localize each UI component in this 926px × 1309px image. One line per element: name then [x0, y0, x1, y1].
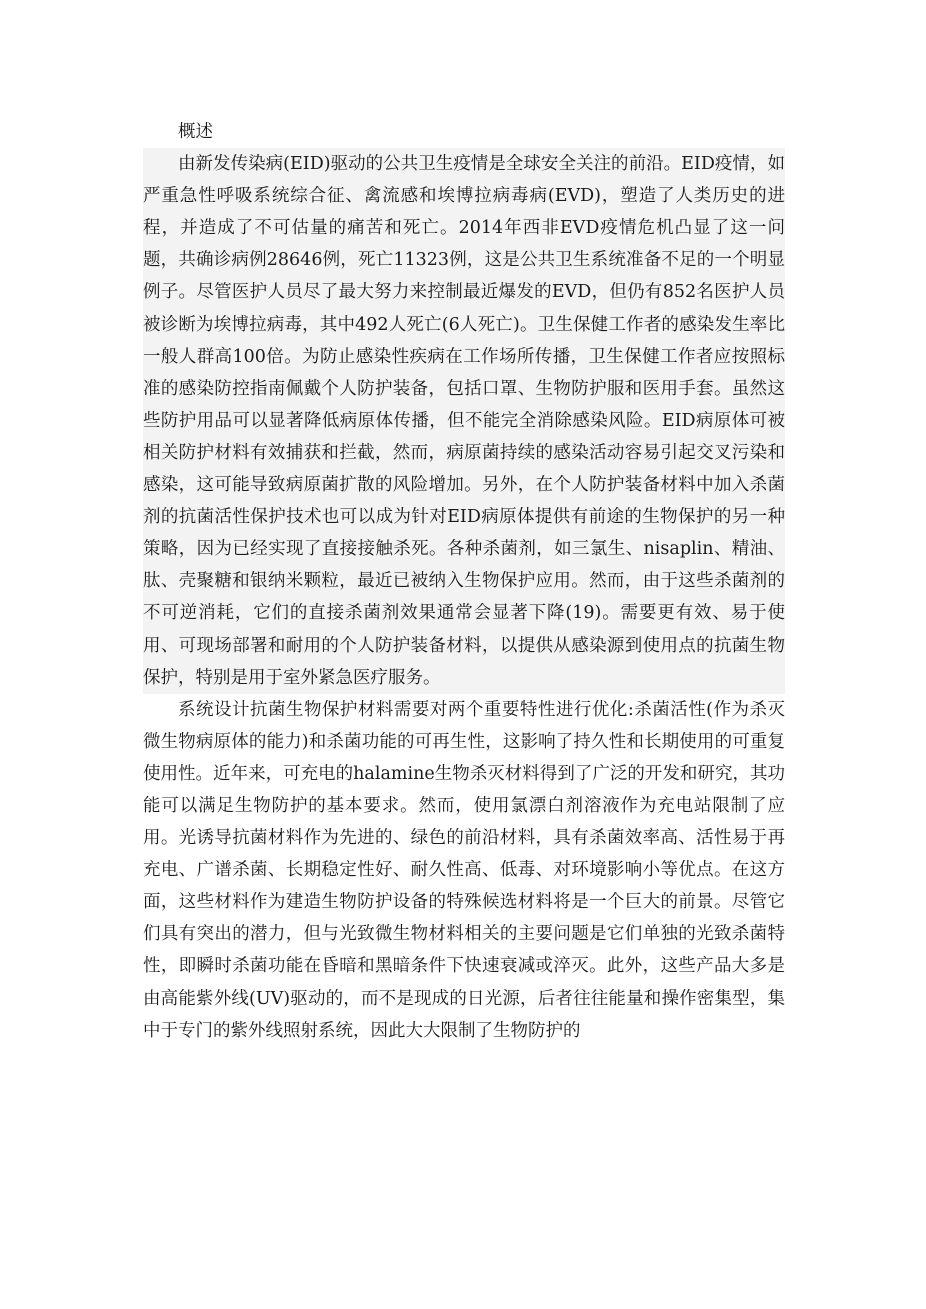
paragraph-overview: 由新发传染病(EID)驱动的公共卫生疫情是全球安全关注的前沿。EID疫情，如严重急性呼吸系统综合征、禽流感和埃博拉病毒病(EVD)，塑造了人类历史的进程，并造成了不可估量的痛苦和死亡。2014年西非EVD疫情危机凸显了这一问题，共确诊病例28646例，死亡11323例，这是公共卫生系统准备不足的一个明显例子。尽管医护人员尽了最大努力来控制最近爆发的EVD，但仍有852名医护人员被诊断为埃博拉病毒，其中492人死亡(6人死亡)。卫生保健工作者的感染发生率比一般人群高100倍。为防止感染性疾病在工作场所传播，卫生保健工作者应按照标准的感染防控指南佩戴个人防护装备，包括口罩、生物防护服和医用手套。虽然这些防护用品可以显著降低病原体传播，但不能完全消除感染风险。EID病原体可被相关防护材料有效捕获和拦截，然而，病原菌持续的感染活动容易引起交叉污染和感染，这可能导致病原菌扩散的风险增加。另外，在个人防护装备材料中加入杀菌剂的抗菌活性保护技术也可以成为针对EID病原体提供有前途的生物保护的另一种策略，因为已经实现了直接接触杀死。各种杀菌剂，如三氯生、nisaplin、精油、肽、壳聚糖和银纳米颗粒，最近已被纳入生物保护应用。然而，由于这些杀菌剂的不可逆消耗，它们的直接杀菌剂效果通常会显著下降(19)。需要更有效、易于使用、可现场部署和耐用的个人防护装备材料，以提供从感染源到使用点的抗菌生物保护，特别是用于室外紧急医疗服务。: [143, 148, 785, 694]
section-heading: 概述: [178, 122, 213, 142]
paragraph-materials: 系统设计抗菌生物保护材料需要对两个重要特性进行优化:杀菌活性(作为杀灭微生物病原体的能力)和杀菌功能的可再生性，这影响了持久性和长期使用的可重复使用性。近年来，可充电的halamine生物杀灭材料得到了广泛的开发和研究，其功能可以满足生物防护的基本要求。然而，使用氯漂白剂溶液作为充电站限制了应用。光诱导抗菌材料作为先进的、绿色的前沿材料，具有杀菌效率高、活性易于再充电、广谱杀菌、长期稳定性好、耐久性高、低毒、对环境影响小等优点。在这方面，这些材料作为建造生物防护设备的特殊候选材料将是一个巨大的前景。尽管它们具有突出的潜力，但与光致微生物材料相关的主要问题是它们单独的光致杀菌特性，即瞬时杀菌功能在昏暗和黑暗条件下快速衰减或淬灭。此外，这些产品大多是由高能紫外线(UV)驱动的，而不是现成的日光源，后者往往能量和操作密集型，集中于专门的紫外线照射系统，因此大大限制了生物防护的: [143, 699, 785, 1041]
document-body: [143, 116, 785, 1047]
